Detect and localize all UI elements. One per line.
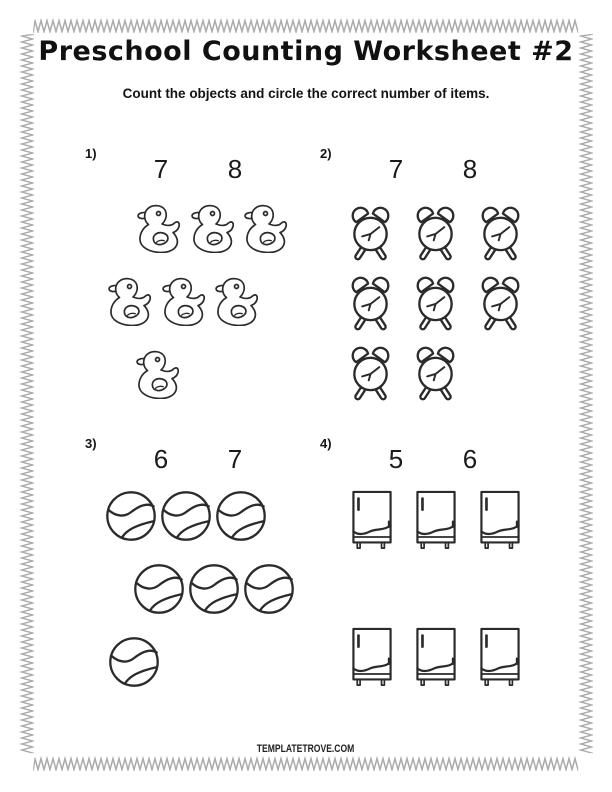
question-number: 4)	[320, 436, 332, 451]
answer-option[interactable]: 7	[227, 444, 243, 474]
question-4	[320, 430, 550, 720]
zigzag-border-left	[19, 33, 34, 757]
answer-option[interactable]: 6	[153, 444, 169, 474]
tennis-ball-icon	[188, 563, 240, 615]
answer-options	[320, 154, 550, 188]
answer-options	[320, 444, 550, 478]
answer-options	[85, 444, 315, 478]
tennis-ball-icon	[108, 636, 160, 688]
footer-brand: TEMPLATETROVE.COM	[257, 743, 355, 755]
tennis-ball-icon	[215, 490, 267, 542]
question-number: 2)	[320, 146, 332, 161]
answer-option[interactable]: 8	[462, 154, 478, 184]
alarm-clock-icon	[477, 273, 524, 332]
duck-icon	[136, 203, 182, 253]
page-title: Preschool Counting Worksheet #2	[38, 36, 574, 67]
answer-options	[85, 154, 315, 188]
alarm-clock-icon	[412, 343, 459, 402]
refrigerator-icon	[352, 627, 392, 689]
answer-option[interactable]: 7	[388, 154, 404, 184]
question-1	[85, 140, 315, 430]
question-2	[320, 140, 550, 430]
alarm-clock-icon	[477, 203, 524, 262]
alarm-clock-icon	[347, 273, 394, 332]
object-row	[108, 636, 298, 688]
object-row	[136, 203, 297, 253]
duck-icon	[135, 349, 181, 399]
object-row	[347, 273, 542, 332]
alarm-clock-icon	[347, 203, 394, 262]
refrigerator-icon	[352, 490, 392, 552]
object-row	[133, 563, 298, 615]
alarm-clock-icon	[347, 343, 394, 402]
footer	[0, 739, 612, 757]
answer-option[interactable]: 6	[462, 444, 478, 474]
duck-icon	[161, 276, 207, 326]
duck-icon	[243, 203, 289, 253]
tennis-ball-icon	[133, 563, 185, 615]
answer-option[interactable]: 7	[153, 154, 169, 184]
object-row	[347, 203, 542, 262]
question-number: 1)	[85, 146, 97, 161]
object-group	[85, 490, 298, 709]
alarm-clock-icon	[412, 273, 459, 332]
answer-option[interactable]: 5	[388, 444, 404, 474]
zigzag-border-right	[578, 33, 593, 757]
refrigerator-icon	[416, 490, 456, 552]
object-group	[85, 203, 297, 422]
tennis-ball-icon	[160, 490, 212, 542]
refrigerator-icon	[416, 627, 456, 689]
object-row	[135, 349, 297, 399]
refrigerator-icon	[480, 627, 520, 689]
tennis-ball-icon	[243, 563, 295, 615]
object-row	[107, 276, 297, 326]
object-row	[352, 627, 544, 689]
answer-option[interactable]: 8	[227, 154, 243, 184]
refrigerator-icon	[480, 490, 520, 552]
object-row	[352, 490, 544, 552]
duck-icon	[107, 276, 153, 326]
alarm-clock-icon	[412, 203, 459, 262]
tennis-ball-icon	[105, 490, 157, 542]
duck-icon	[190, 203, 236, 253]
question-3	[85, 430, 315, 720]
object-group	[320, 490, 544, 764]
duck-icon	[214, 276, 260, 326]
question-number: 3)	[85, 436, 97, 451]
object-row	[347, 343, 542, 402]
instructions-text: Count the objects and circle the correct number of items.	[122, 86, 490, 101]
zigzag-border-top	[32, 18, 580, 33]
object-group	[320, 203, 542, 413]
object-row	[105, 490, 298, 542]
